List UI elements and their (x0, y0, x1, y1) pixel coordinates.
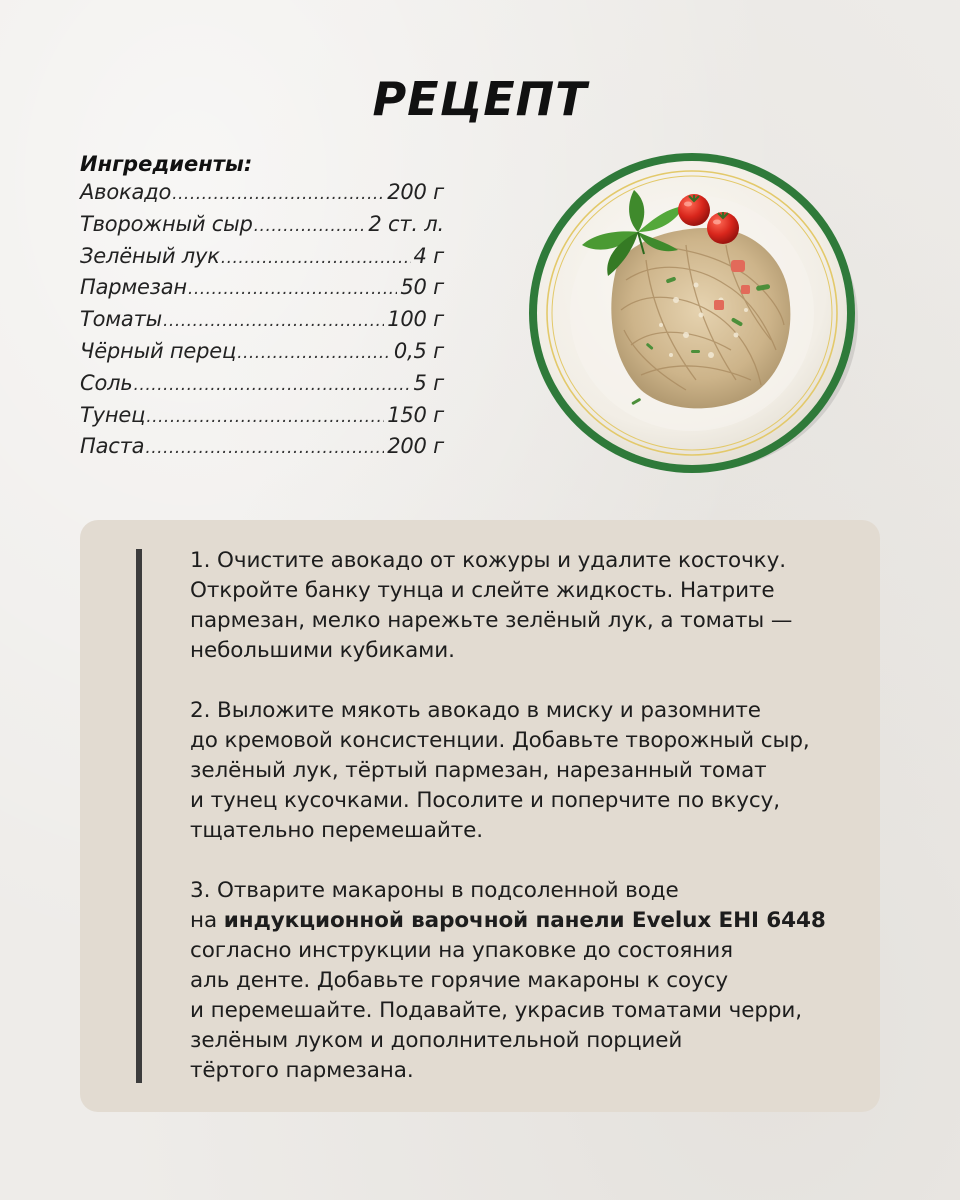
dot-leader (237, 338, 391, 370)
ingredient-amount: 200 г (387, 434, 444, 459)
ingredient-amount: 2 ст. л. (368, 211, 444, 236)
dot-leader (146, 402, 384, 434)
ingredients-list (80, 147, 444, 463)
ingredient-row (80, 431, 444, 463)
step-line: тщательно перемешайте. (190, 818, 483, 843)
dot-leader (172, 179, 384, 211)
pasta-nest (611, 228, 790, 409)
ingredient-row (80, 177, 444, 209)
ingredient-row (80, 368, 444, 400)
ingredient-name: Авокадо (80, 180, 172, 204)
ingredient-amount: 4 г (413, 243, 444, 268)
ingredient-row (80, 336, 444, 368)
step-2 (190, 696, 850, 846)
ingredient-name: Тунец (80, 402, 146, 427)
ingredients-heading: Ингредиенты: (80, 152, 253, 176)
dot-leader (134, 370, 411, 402)
step-line: небольшими кубиками. (190, 638, 455, 663)
dot-leader (254, 211, 366, 243)
ingredient-name: Чёрный перец (80, 338, 237, 363)
ingredient-amount: 5 г (413, 370, 444, 395)
ingredient-amount: 100 г (387, 307, 444, 332)
page-title: РЕЦЕПТ (372, 72, 588, 126)
step-1 (190, 546, 850, 666)
instructions-steps (190, 546, 850, 1086)
ingredient-row (80, 272, 444, 304)
ingredient-amount: 200 г (387, 180, 444, 204)
dot-leader (188, 274, 397, 306)
ingredient-amount: 150 г (387, 402, 444, 427)
quote-bar (136, 549, 142, 1083)
step-line: 1. Очистите авокадо от кожуры и удалите косточку. (190, 548, 786, 573)
ingredient-name: Паста (80, 434, 145, 459)
ingredient-name: Пармезан (80, 275, 187, 300)
step-3 (190, 876, 850, 1086)
ingredient-name: Томаты (80, 307, 163, 332)
step-line: и перемешайте. Подавайте, украсив томатами черри, (190, 998, 803, 1023)
step-line: пармезан, мелко нарежьте зелёный лук, а томаты — (190, 608, 793, 633)
step-line-with-product (190, 906, 850, 936)
step-line: зелёный лук, тёртый пармезан, нарезанный томат (190, 758, 767, 783)
step-line: 2. Выложите мякоть авокадо в миску и разомните (190, 698, 761, 723)
step-line: до кремовой консистенции. Добавьте творожный сыр, (190, 728, 810, 753)
ingredient-name: Творожный сыр (80, 211, 253, 236)
step-line: Откройте банку тунца и слейте жидкость. Натрите (190, 578, 775, 603)
ingredient-row (80, 241, 444, 273)
ingredient-row (80, 304, 444, 336)
ingredient-amount: 50 г (400, 275, 444, 300)
step-line: и тунец кусочками. Посолите и поперчите по вкусу, (190, 788, 780, 813)
step-line: аль денте. Добавьте горячие макароны к соусу (190, 968, 728, 993)
ingredient-row (80, 209, 444, 241)
step-line: тёртого пармезана. (190, 1058, 414, 1083)
dot-leader (145, 433, 384, 465)
dot-leader (221, 243, 411, 275)
pasta-plate-image (526, 150, 858, 476)
step-line-prefix: на (190, 908, 224, 933)
ingredient-name: Зелёный лук (80, 243, 220, 268)
ingredient-name: Соль (80, 370, 133, 395)
dot-leader (163, 306, 384, 338)
ingredient-amount: 0,5 г (393, 338, 444, 363)
ingredient-row (80, 400, 444, 432)
step-line: согласно инструкции на упаковке до состояния (190, 938, 733, 963)
step-line: 3. Отварите макароны в подсоленной воде (190, 878, 679, 903)
product-highlight: индукционной варочной панели Evelux EHI 6448 (223, 908, 826, 933)
step-line: зелёным луком и дополнительной порцией (190, 1028, 683, 1053)
